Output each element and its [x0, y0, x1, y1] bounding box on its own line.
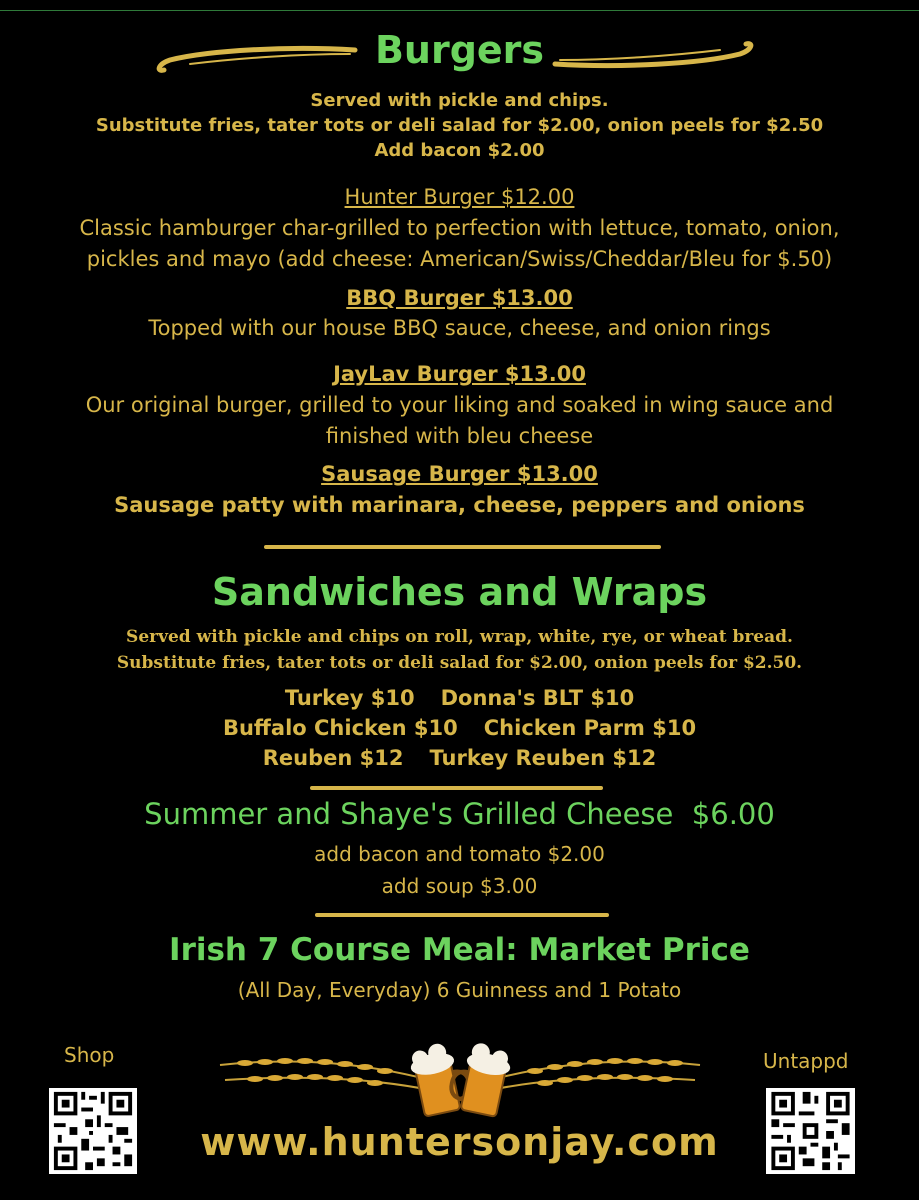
top-border-line: [0, 10, 919, 11]
section-divider: [315, 913, 609, 917]
sandwich-item: Donna's BLT $10: [440, 686, 635, 710]
sandwiches-notes: [0, 624, 919, 676]
beer-mugs-wheat-icon: [215, 1035, 705, 1125]
section-divider: [264, 545, 661, 549]
addon-line: add bacon and tomato $2.00: [314, 842, 605, 866]
desc-line: Sausage patty with marinara, cheese, peppers and onions: [114, 493, 805, 517]
addon-line: add soup $3.00: [381, 874, 538, 898]
sandwich-item: Buffalo Chicken $10: [222, 716, 458, 740]
grilled-cheese-heading: Summer and Shaye's Grilled Cheese $6.00: [144, 797, 775, 831]
hunter-burger-title: Hunter Burger $12.00: [344, 185, 575, 209]
sandwich-row: [0, 683, 919, 713]
bbq-burger-title: BBQ Burger $13.00: [346, 286, 573, 310]
desc-line: finished with bleu cheese: [325, 424, 594, 448]
desc-line: pickles and mayo (add cheese: American/Swiss/Cheddar/Bleu for $.50): [86, 247, 833, 271]
burgers-notes: [0, 88, 919, 163]
sandwich-item: Reuben $12: [262, 746, 404, 770]
untappd-label: Untappd: [763, 1049, 849, 1073]
burgers-note-line: Served with pickle and chips.: [310, 90, 609, 111]
sandwich-item: Turkey $10: [284, 686, 415, 710]
sandwiches-heading: Sandwiches and Wraps: [211, 570, 708, 614]
burgers-heading: Burgers: [374, 28, 545, 72]
grilled-cheese-addons: [0, 838, 919, 902]
desc-line: Classic hamburger char-grilled to perfection with lettuce, tomato, onion,: [79, 216, 840, 240]
website-link[interactable]: www.huntersonjay.com: [200, 1120, 719, 1164]
sandwich-item: Turkey Reuben $12: [429, 746, 657, 770]
sausage-burger-title: Sausage Burger $13.00: [321, 462, 598, 486]
sandwich-row: [0, 743, 919, 773]
desc-line: Our original burger, grilled to your liking and soaked in wing sauce and: [85, 393, 834, 417]
burgers-note-line: Add bacon $2.00: [374, 140, 545, 161]
sandwiches-note-line: Served with pickle and chips on roll, wrap, white, rye, or wheat bread.: [126, 627, 793, 647]
burgers-note-line: Substitute fries, tater tots or deli salad for $2.00, onion peels for $2.50: [95, 115, 824, 136]
sausage-burger-desc: [0, 490, 919, 521]
section-divider: [310, 786, 603, 790]
jaylav-burger-desc: [0, 390, 919, 452]
shop-label: Shop: [64, 1043, 115, 1067]
sandwich-row: [0, 713, 919, 743]
desc-line: Topped with our house BBQ sauce, cheese, and onion rings: [148, 316, 771, 340]
hunter-burger-desc: [0, 213, 919, 275]
sandwiches-note-line: Substitute fries, tater tots or deli salad for $2.00, onion peels for $2.50.: [116, 653, 803, 673]
irish-meal-heading: Irish 7 Course Meal: Market Price: [169, 932, 750, 968]
bbq-burger-desc: [0, 313, 919, 344]
irish-meal-subtitle: (All Day, Everyday) 6 Guinness and 1 Potato: [237, 978, 682, 1002]
sandwich-item: Chicken Parm $10: [483, 716, 697, 740]
jaylav-burger-title: JayLav Burger $13.00: [333, 362, 586, 386]
